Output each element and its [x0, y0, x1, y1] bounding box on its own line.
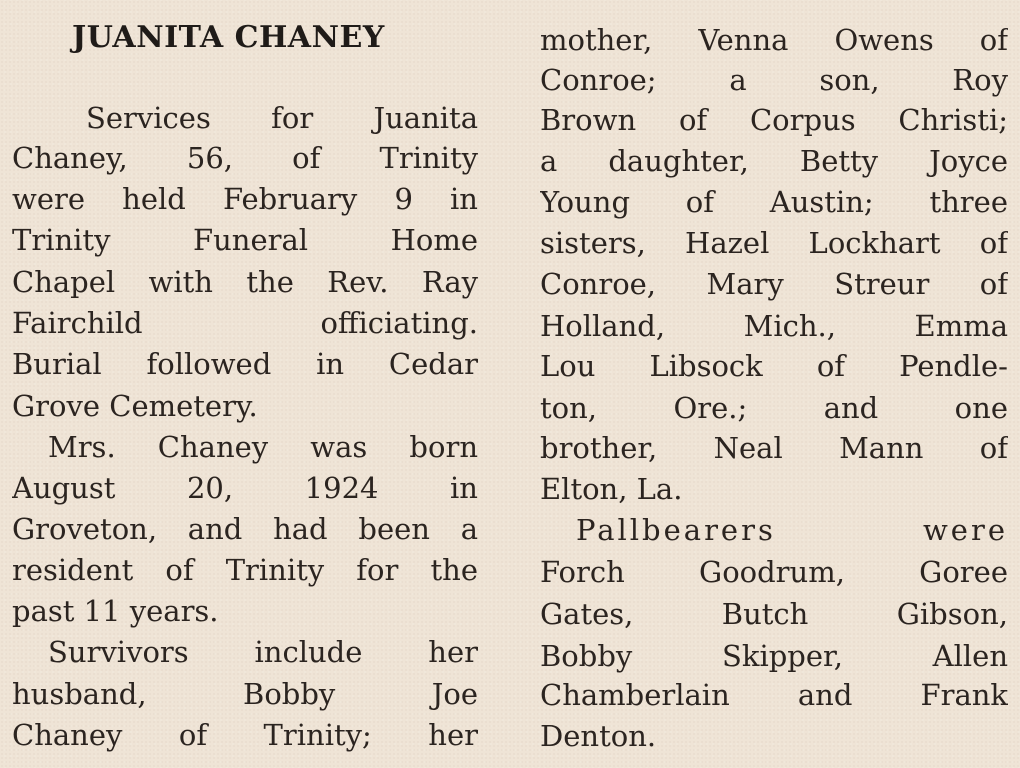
text-line: Forch Goodrum, Goree	[540, 555, 1008, 589]
text-line: Denton.	[540, 719, 657, 753]
text-line: Chamberlain and Frank	[540, 678, 1008, 712]
text-line: mother, Venna Owens of	[540, 23, 1008, 57]
text-line: were held February 9 in	[12, 182, 478, 216]
text-line: husband, Bobby Joe	[12, 677, 478, 711]
text-line: Lou Libsock of Pendle-	[540, 349, 1008, 383]
text-line: brother, Neal Mann of	[540, 431, 1008, 465]
text-line: Gates, Butch Gibson,	[540, 597, 1008, 631]
text-line: Elton, La.	[540, 472, 683, 506]
obituary-headline: JUANITA CHANEY	[72, 20, 385, 55]
text-line: Mrs. Chaney was born	[48, 430, 478, 464]
text-line: Bobby Skipper, Allen	[540, 639, 1008, 673]
text-line: Brown of Corpus Christi;	[540, 103, 1008, 137]
text-line: Groveton, and had been a	[12, 512, 478, 546]
text-line: Conroe; a son, Roy	[540, 63, 1008, 97]
text-line: Services for Juanita	[86, 101, 478, 135]
text-line: Burial followed in Cedar	[12, 347, 478, 381]
text-line: Grove Cemetery.	[12, 389, 258, 423]
text-line: past 11 years.	[12, 594, 219, 628]
text-line: August 20, 1924 in	[12, 471, 478, 505]
text-line: Holland, Mich., Emma	[540, 309, 1008, 343]
text-line: Young of Austin; three	[540, 185, 1008, 219]
text-line: ton, Ore.; and one	[540, 391, 1008, 425]
text-line: Conroe, Mary Streur of	[540, 267, 1008, 301]
text-line: a daughter, Betty Joyce	[540, 144, 1008, 178]
text-line: Chapel with the Rev. Ray	[12, 265, 478, 299]
text-line: resident of Trinity for the	[12, 553, 478, 587]
text-line: Chaney of Trinity; her	[12, 718, 478, 752]
text-line: Trinity Funeral Home	[12, 223, 478, 257]
text-line: Fairchild officiating.	[12, 306, 478, 340]
text-line: Pallbearers were	[576, 513, 1008, 547]
text-line: sisters, Hazel Lockhart of	[540, 226, 1008, 260]
text-line: Survivors include her	[48, 635, 478, 669]
text-line: Chaney, 56, of Trinity	[12, 141, 478, 175]
